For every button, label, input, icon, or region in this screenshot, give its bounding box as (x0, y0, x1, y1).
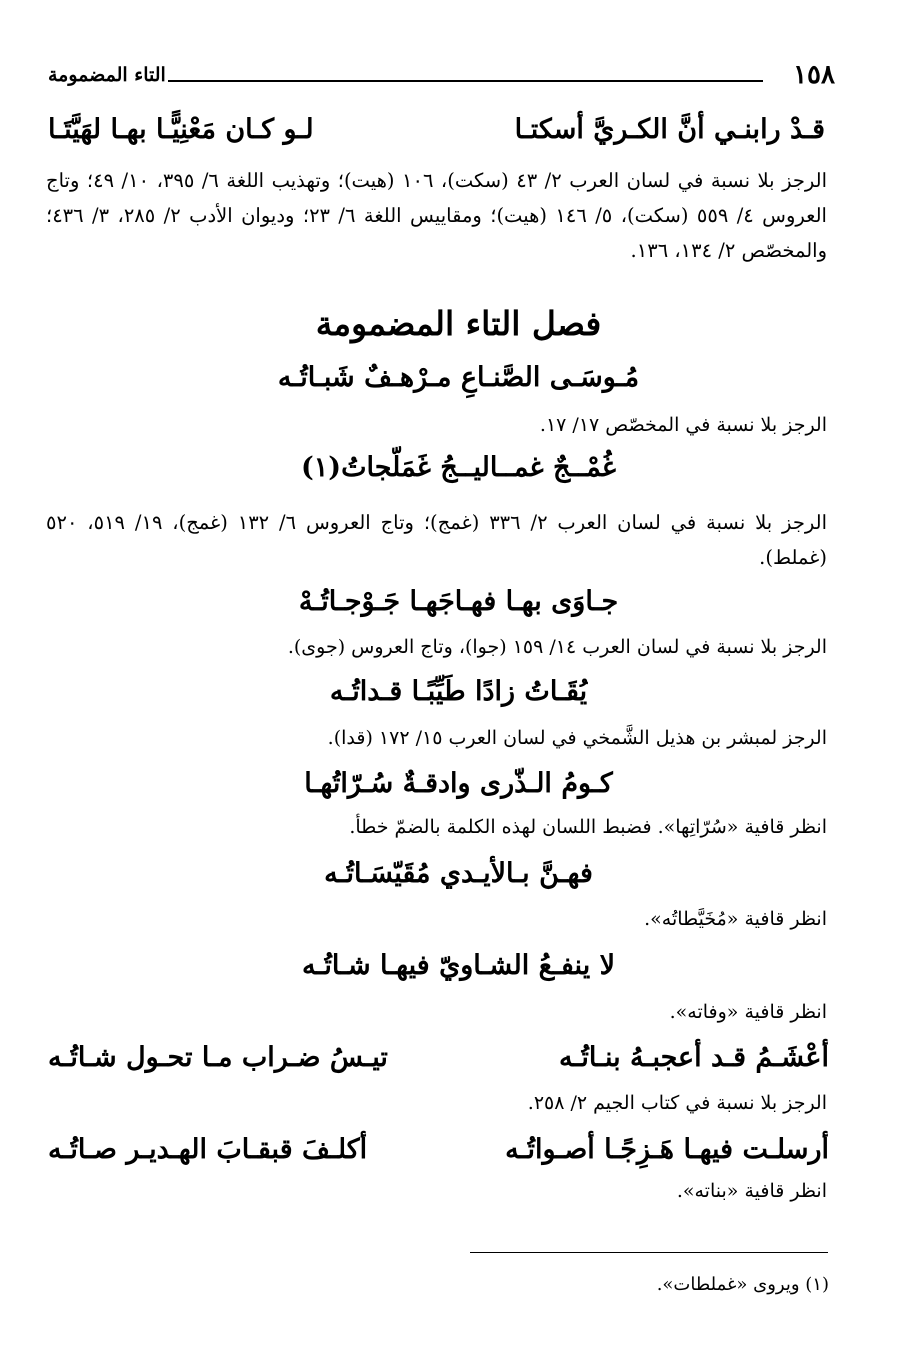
verse-line-9 (0, 1042, 917, 1082)
verse-hemistich-second: تيـسُ ضـراب مـا تحـول شـاتُـه (48, 1042, 388, 1073)
footnote-rule (470, 1252, 828, 1253)
verse-line-1 (0, 114, 917, 154)
source-note-4: الرجز بلا نسبة في لسان العرب ١٤/ ١٥٩ (جوا)، وتاج العروس (جوى). (287, 636, 827, 658)
running-title: التاء المضمومة (48, 64, 166, 86)
section-title: فصل التاء المضمومة (315, 304, 602, 343)
page-header (48, 60, 835, 88)
verse-line-4: جـاوَى بهـا فهـاجَهـا جَـوْجـاتُـهْ (298, 586, 619, 617)
source-note-3: الرجز بلا نسبة في لسان العرب ٢/ ٣٣٦ (غمج)؛ وتاج العروس ٦/ ١٣٢ (غمج)، ١٩/ ٥١٩، ٥٢٠ (غملط). (46, 511, 827, 569)
source-note-1: الرجز بلا نسبة في لسان العرب ٢/ ٤٣ (سكت)، ١٠٦ (هيت)؛ وتهذيب اللغة ٦/ ٣٩٥، ١٠/ ٤٩؛ وتاج العروس ٤/ ٥٥٩ (سكت)، ٥/ ١٤٦ (هيت)؛ ومقاييس اللغة ٦/ ٢٣؛ وديوان الأدب ٢/ ٢٨٥، ٣/ ٤٣٦؛ والمخصّص ٢/ ١٣٤، ١٣٦. (46, 169, 828, 262)
source-note-6: انظر قافية «سُرّاتِها». فضبط اللسان لهذه الكلمة بالضمّ خطأ. (349, 816, 827, 838)
page-number: ١٥٨ (793, 60, 835, 90)
verse-line-10 (0, 1134, 917, 1174)
verse-hemistich-first: أعْشَـمُ قـد أعجبـهُ بنـاتُـه (558, 1042, 829, 1073)
verse-line-6: كـومُ الـذّرى وادقـةٌ سُـرّاتُهـا (304, 768, 613, 799)
verse-line-7: فهـنَّ بـالأيـدي مُقَيّسَـاتُـه (324, 858, 593, 889)
verse-line-8: لا ينفـعُ الشـاويّ فيهـا شـاتُـه (301, 950, 616, 981)
verse-hemistich-second: لـو كـان مَعْنِيًّـا بهـا لهَيَّتَـا (48, 114, 314, 145)
verse-line-2: مُـوسَـى الصَّنـاعِ مـرْهـفٌ شَبـاتُـه (277, 362, 640, 393)
verse-line-5: يُقَـاتُ زادًا طَيِّبًـا قـداتُـه (329, 676, 588, 707)
source-note-9: الرجز بلا نسبة في كتاب الجيم ٢/ ٢٥٨. (527, 1092, 827, 1114)
source-note-2: الرجز بلا نسبة في المخصّص ١٧/ ١٧. (539, 414, 827, 436)
verse-line-3: غُمْــجٌ غمــاليــجُ غَمَلّجاتُ(١) (301, 452, 616, 483)
source-note-5: الرجز لمبشر بن هذيل الشَّمخي في لسان العرب ١٥/ ١٧٢ (قدا). (327, 727, 827, 749)
verse-hemistich-first: قـدْ رابنـي أنَّ الكـريَّ أسكتـا (514, 114, 825, 145)
header-rule (168, 80, 763, 82)
source-note-8: انظر قافية «وفاته». (669, 1001, 827, 1023)
source-note-7: انظر قافية «مُخَيَّطاتُه». (644, 908, 827, 930)
source-note-10: انظر قافية «بناته». (676, 1180, 827, 1202)
verse-hemistich-second: أكلـفَ قبقـابَ الهـديـر صـاتُـه (48, 1134, 368, 1165)
footnote: (١) ويروى «غملطات». (656, 1274, 829, 1295)
verse-hemistich-first: أرسلـت فيهـا هَـزِجًـا أصـواتُـه (505, 1134, 829, 1165)
